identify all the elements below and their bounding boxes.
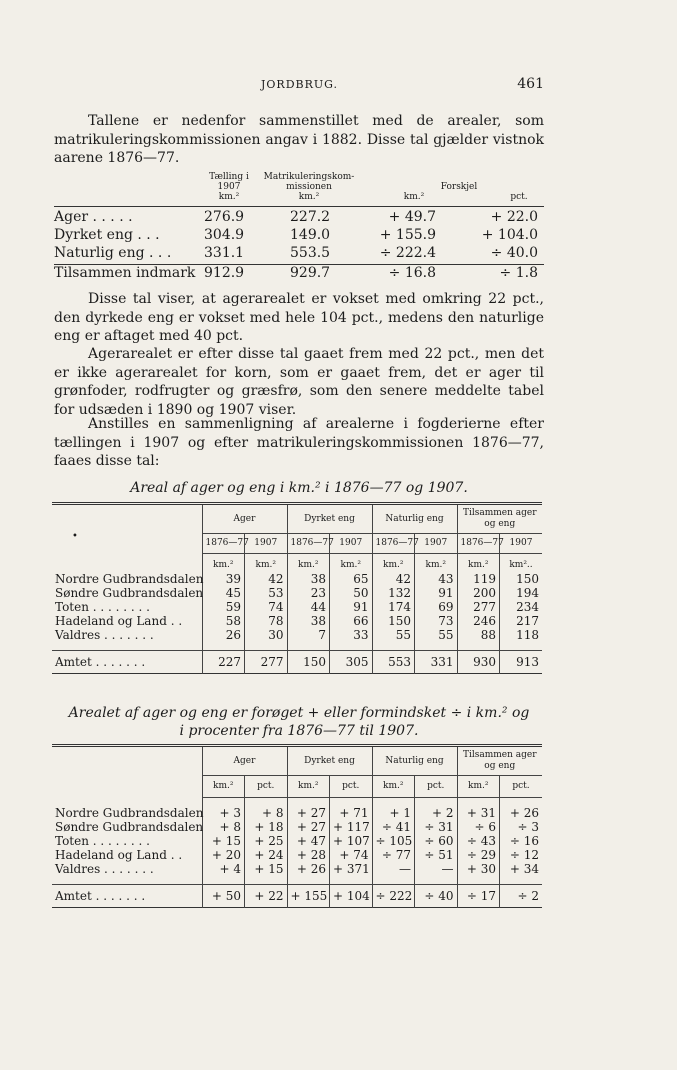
unit-label: km.²: [202, 554, 245, 573]
total-row: Amtet . . . . . . . + 50 + 22 + 155 + 104 ÷ 222 ÷ 40 ÷ 17 ÷ 2: [52, 885, 542, 908]
table-row: Nordre Gudbrandsdalen 39 42 38 65 42 43 119 150: [52, 572, 542, 586]
unit-label: km.²: [372, 554, 415, 573]
year-header: 1907: [245, 534, 288, 554]
table3-caption: [54, 704, 544, 740]
summary-row: Ager . . . . . 276.9 227.2 + 49.7 + 22.0: [54, 209, 538, 225]
col-header-commission: Matrikuleringskom- missionen km.²: [263, 172, 355, 202]
summary-row: Dyrket eng . . . 304.9 149.0 + 155.9 + 104.0: [54, 227, 538, 243]
table-row: Hadeland og Land . . 58 78 38 66 150 73 246 217: [52, 614, 542, 628]
unit-label: km.²: [202, 776, 245, 798]
group-header: Tilsammen ager og eng: [457, 504, 542, 534]
year-header: 1876—77: [372, 534, 415, 554]
year-header: 1876—77: [287, 534, 330, 554]
unit-label: pct.: [245, 776, 288, 798]
table-row: Valdres . . . . . . . 26 30 7 33 55 55 88 118: [52, 628, 542, 642]
unit-label: km.²: [287, 554, 330, 573]
unit-label: km.²: [287, 776, 330, 798]
table-row: Søndre Gudbrandsdalen 45 53 23 50 132 91 200 194: [52, 586, 542, 600]
table-row: Søndre Gudbrandsdalen + 8 + 18 + 27 + 117 ÷ 41 ÷ 31 ÷ 6 ÷ 3: [52, 820, 542, 834]
table-row: Hadeland og Land . . + 20 + 24 + 28 + 74 ÷ 77 ÷ 51 ÷ 29 ÷ 12: [52, 848, 542, 862]
paragraph-intro: Tallene er nedenfor sammenstillet med de arealer, som matrikuleringskommissionen angav i 1882. Disse tal gjælder vistnok aarene 1876—77.: [54, 113, 544, 166]
group-header: Ager: [202, 504, 287, 534]
print-speck: •: [72, 531, 78, 542]
group-header: Naturlig eng: [372, 504, 457, 534]
group-header: Dyrket eng: [287, 746, 372, 776]
change-table: [52, 744, 542, 908]
unit-label: pct.: [415, 776, 458, 798]
unit-label: km.²: [372, 776, 415, 798]
col-header-pct-unit: pct.: [510, 192, 528, 202]
group-header: Ager: [202, 746, 287, 776]
paragraph-ager: Agerarealet er efter disse tal gaaet frem med 22 pct., men det er ikke agerarealet for korn, som er gaaet frem, det er ager til grønfoder, rodfrugter og græsfrø, som den senere meddelte tabel for udsæden i 1890 og 1907 viser.: [54, 346, 544, 418]
table2-caption: Areal af ager og eng i km.² i 1876—77 og 1907.: [130, 480, 468, 496]
col-header-diff-unit: km.²: [403, 192, 425, 202]
col-header-1907: Tælling i 1907 km.²: [209, 172, 249, 202]
table-row: Toten . . . . . . . . 59 74 44 91 174 69 277 234: [52, 600, 542, 614]
page-title: JORDBRUG.: [261, 78, 339, 91]
unit-label: pct.: [330, 776, 373, 798]
table3-caption-line2: i procenter fra 1876—77 til 1907.: [179, 723, 419, 739]
unit-label: km.²: [457, 776, 500, 798]
summary-table-header: [54, 172, 544, 206]
page-number: 461: [517, 76, 544, 92]
group-header: Tilsammen ager og eng: [457, 746, 542, 776]
unit-label: pct.: [500, 776, 543, 798]
year-header: 1907: [330, 534, 373, 554]
unit-label: km.²: [245, 554, 288, 573]
summary-table: [54, 172, 544, 282]
unit-label: km.²: [330, 554, 373, 573]
unit-label: km²..: [500, 554, 543, 573]
summary-table-rule-top: [54, 206, 544, 207]
unit-label: km.²: [457, 554, 500, 573]
summary-row: Naturlig eng . . . 331.1 553.5 ÷ 222.4 ÷ 40.0: [54, 245, 538, 261]
table-row: Toten . . . . . . . . + 15 + 25 + 47 + 107 ÷ 105 ÷ 60 ÷ 43 ÷ 16: [52, 834, 542, 848]
group-header: Dyrket eng: [287, 504, 372, 534]
paragraph-comparison: Anstilles en sammenligning af arealerne i fogderierne efter tællingen i 1907 og efter matrikuleringskommissionen 1876—77, faaes disse tal:: [54, 416, 544, 469]
summary-total-row: Tilsammen indmark 912.9 929.7 ÷ 16.8 ÷ 1.8: [54, 265, 538, 281]
year-header: 1876—77: [202, 534, 245, 554]
year-header: 1907: [500, 534, 543, 554]
area-table: [52, 502, 542, 674]
table-row: Valdres . . . . . . . + 4 + 15 + 26 + 371 — — + 30 + 34: [52, 862, 542, 876]
col-header-difference: Forskjel: [440, 182, 478, 192]
year-header: 1876—77: [457, 534, 500, 554]
paragraph-growth: Disse tal viser, at agerarealet er vokset med omkring 22 pct., den dyrkede eng er vokset med hele 104 pct., medens den naturlige eng er aftaget med 40 pct.: [54, 291, 544, 344]
table-row: Nordre Gudbrandsdalen + 3 + 8 + 27 + 71 + 1 + 2 + 31 + 26: [52, 806, 542, 820]
unit-label: km.²: [415, 554, 458, 573]
year-header: 1907: [415, 534, 458, 554]
total-row: Amtet . . . . . . . 227 277 150 305 553 331 930 913: [52, 651, 542, 674]
table3-caption-line1: Arealet af ager og eng er forøget + eller formindsket ÷ i km.² og: [68, 705, 530, 721]
group-header: Naturlig eng: [372, 746, 457, 776]
